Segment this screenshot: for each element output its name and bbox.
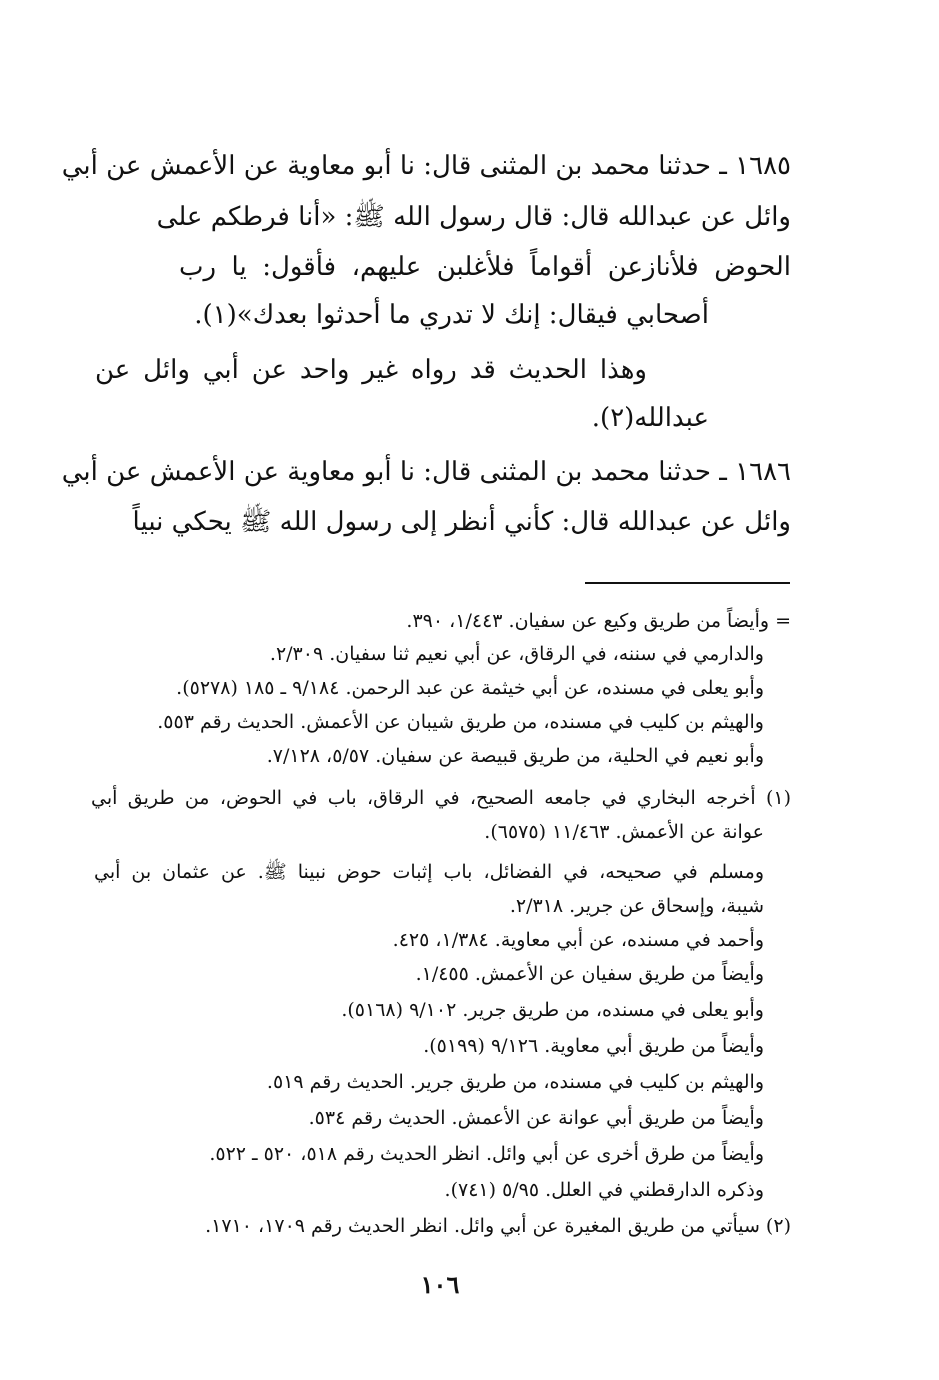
- footnote-line: عوانة عن الأعمش. ١١/٤٦٣ (٦٥٧٥).: [484, 821, 764, 843]
- footnote-1-line-1: (١) أخرجه البخاري في جامعه الصحيح، في الرقاق، باب في الحوض، من طريق أبي: [91, 787, 791, 809]
- footnote-line: والدارمي في سننه، في الرقاق، عن أبي نعيم ثنا سفيان. ٢/٣٠٩.: [269, 643, 764, 665]
- hadith-1685-line-1: ١٦٨٥ ـ حدثنا محمد بن المثنى قال: نا أبو معاوية عن الأعمش عن أبي: [61, 151, 791, 181]
- footnote-line: وأيضاً من طريق أبي عوانة عن الأعمش. الحديث رقم ٥٣٤.: [308, 1107, 764, 1129]
- hadith-1686-line-2: وائل عن عبدالله قال: كأني أنظر إلى رسول الله ﷺ يحكي نبياً: [132, 507, 791, 537]
- footnote-line: وأبو يعلى في مسنده، من طريق جرير. ٩/١٠٢ (٥١٦٨).: [341, 999, 764, 1021]
- footnote-line: = وأيضاً من طريق وكيع عن سفيان. ١/٤٤٣، ٣٩٠.: [406, 610, 791, 632]
- footnote-line: وأيضاً من طرق أخرى عن أبي وائل. انظر الحديث رقم ٥١٨، ٥٢٠ ـ ٥٢٢.: [209, 1143, 764, 1165]
- hadith-1685-line-3: الحوض فلأنازعن أقواماً فلأغلبن عليهم، فأقول: يا رب: [179, 252, 791, 282]
- footnote-line: والهيثم بن كليب في مسنده، من طريق جرير. الحديث رقم ٥١٩.: [266, 1071, 764, 1093]
- hadith-1685-line-2: وائل عن عبدالله قال: قال رسول الله ﷺ: «أنا فرطكم على: [156, 202, 791, 232]
- footnote-line: وذكره الدارقطني في العلل. ٥/٩٥ (٧٤١).: [444, 1179, 764, 1201]
- page-number: ١٠٦: [420, 1270, 460, 1299]
- footnote-line: وأحمد في مسنده، عن أبي معاوية. ١/٣٨٤، ٤٢٥.: [392, 929, 764, 951]
- footnote-line: ومسلم في صحيحه، في الفضائل، باب إثبات حوض نبينا ﷺ. عن عثمان بن أبي: [94, 861, 764, 883]
- footnote-line: وأيضاً من طريق سفيان عن الأعمش. ١/٤٥٥.: [415, 963, 764, 985]
- footnote-line: والهيثم بن كليب في مسنده، من طريق شيبان عن الأعمش. الحديث رقم ٥٥٣.: [157, 711, 764, 733]
- hadith-1686-line-1: ١٦٨٦ ـ حدثنا محمد بن المثنى قال: نا أبو معاوية عن الأعمش عن أبي: [61, 457, 791, 487]
- commentary-line-2: عبدالله(٢).: [591, 403, 709, 433]
- footnote-line: وأيضاً من طريق أبي معاوية. ٩/١٢٦ (٥١٩٩).: [423, 1035, 764, 1057]
- hadith-1685-line-4: أصحابي فيقال: إنك لا تدري ما أحدثوا بعدك»(١).: [194, 300, 709, 330]
- footnote-line: وأبو يعلى في مسنده، عن أبي خيثمة عن عبد الرحمن. ٩/١٨٤ ـ ١٨٥ (٥٢٧٨).: [176, 677, 764, 699]
- footnote-line: شيبة، وإسحاق عن جرير. ٢/٣١٨.: [509, 895, 764, 917]
- footnote-line: وأبو نعيم في الحلية، من طريق قبيصة عن سفيان. ٥/٥٧، ٧/١٢٨.: [266, 745, 764, 767]
- footnote-separator: [585, 582, 790, 584]
- commentary-line-1: وهذا الحديث قد رواه غير واحد عن أبي وائل عن: [95, 355, 647, 385]
- footnote-2: (٢) سيأتي من طريق المغيرة عن أبي وائل. انظر الحديث رقم ١٧٠٩، ١٧١٠.: [205, 1215, 791, 1237]
